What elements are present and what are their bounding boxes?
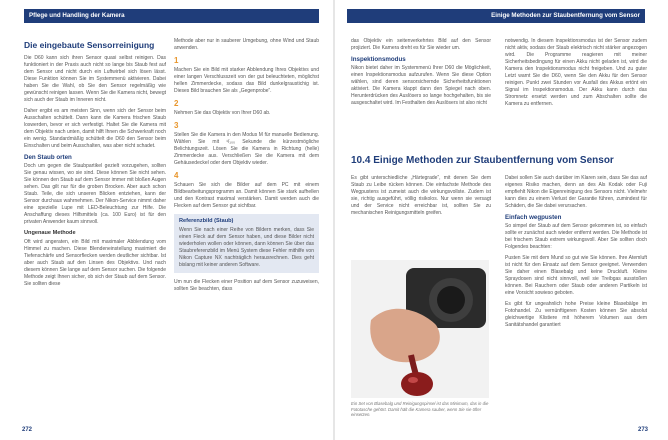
heading-sensor-cleaning: Die eingebaute Sensorreinigung [24, 40, 155, 50]
right-column-2-lower [505, 175, 647, 333]
section-heading: 10.4 Einige Methoden zur Staubentfernung vom Sensor [351, 155, 614, 166]
blower-photo [351, 260, 489, 398]
photo-caption: Ein Set von Blasebalg und Reinigungspinsel ist das Minimum, das in die Fototasche gehört. Damit hält die Kamera sauber, wenn Sie sie öfter einsetzen. [351, 401, 489, 417]
paragraph: Dabei sollen Sie auch darüber im Klaren sein, dass Sie das auf eigenes Risiko machen, denn an des Als Kodak oder Fuji empfiehlt Nikon die Eigenreinigung des Sensors nicht. Vielmehr kann dies zu einem Verlust der Garantie führen, zumindest für Schäden, die Sie dabei verursachen. [505, 175, 647, 209]
paragraph: Nikon bietet daher im Systemmenü Ihrer D60 die Möglichkeit, einen Inspektionsmodus aufzurufen. Wenn Sie diese Option wählen, sind deren sensorsichernde Sicherheitsfunktionen aktiviert. Die Kamera klappt dann den Spiegel nach oben. Herunterdrücken des Auslösers so lange hochgehalten, bis sie ausgeschaltet wird. Im Festhalten des Auslösers ist also nicht [351, 65, 491, 106]
header-rule-right [347, 22, 645, 23]
step-number: 1 [174, 56, 179, 65]
header-rule-left [24, 22, 319, 23]
page-number-left: 272 [22, 427, 33, 433]
paragraph: Daher ergibt es am meisten Sinn, wenn sich der Sensor beim Ausschalten schüttelt. Dann kann die Kamera frischen Staub loswerden, bevor er sich verfestigt. Haltet Sie die Kamera mit dem Objektiv nach unten, damit hilft Ihnen die Schwerkraft noch ein wenig. Standardmäßig schüttelt die D60 den Sensor beim Einschalten und beim Ausschalten, was aber nicht schadet. [24, 108, 166, 149]
page-number-right: 273 [637, 427, 648, 433]
info-box-text: Wenn Sie nach einer Reihe von Bildern merken, dass Sie einen Fleck auf dem Sensor haben, und diese Bilder nicht wiederholen wollen oder können, dann können Sie über das Staubreferenzbild im Menü System diese Fehler mithilfe von Nikon Capture NX nachträglich herausrechnen. Dies geht bislang mit keiner anderen Software. [179, 227, 314, 268]
step-number: 3 [174, 121, 179, 130]
paragraph: Doch um gegen die Staubpartikel gezielt vorzugehen, sollten Sie genau wissen, wo sie sind. Diese können Sie nicht sehen. Sie können den Staub auf dem Sensor immer mit bloßen Augen sehen. Das gilt nur für die groben Brocken. Aber auch schon Staub. Teile, die sich unseren Blicken entziehen, kann der Sensor durchaus wahrnehmen. Der Nikon-Service nimmt daher eine spezielle Lupe mit LED-Beleuchtung zur Hilfe. Die Anschaffung dieses Hilfsmittels (ca. 100 Euro) ist für den privaten Anwender kaum sinnvoll. [24, 163, 166, 225]
info-box-title: Referenzbild (Staub) [179, 218, 234, 224]
step-number: 2 [174, 99, 179, 108]
paragraph: So simpel der Staub auf dem Sensor gekommen ist, so einfach sollte er zunächst auch wieder entfernt werden. Die Methode ist bei frischem Staub extrem wirkungsvoll. Aber Sie sollten doch Folgendes beachten: [505, 223, 647, 250]
left-page [0, 0, 333, 440]
paragraph: Methode aber nur in sauberer Umgebung, ohne Wind und Staub anwenden. [174, 38, 319, 51]
paragraph: das Objektiv ein seitenverkehrtes Bild auf den Sensor projiziert. Die Kamera dreht es für Sie wieder um. [351, 38, 491, 51]
paragraph: Oft wird angeraten, ein Bild mit maximaler Abblendung vom Himmel zu machen. Diese Blendeneinstellung maximiert die Tiefenschärfe und Sensorflecken werden deutlicher sichtbar. Ist aber auch Staub auf den Linsen des Objektivs. Und nach diesem können Sie lange auf dem Sensor suchen. Die folgende Methode zeigt Ihnen sicher, ob sich der Staub auf dem Sensor. Sie sollten diese [24, 239, 166, 287]
step-text: Machen Sie ein Bild mit starker Abblendung Ihres Objektivs und einer langen Verschlusszeit von der gut beleuchteten, möglichst hellen Zimmerdecke, sodass das Bild dunkelgraustichig ist. Dieses Bild brauchen Sie als „Gegenprobe“. [174, 67, 319, 94]
left-column-2 [174, 38, 319, 297]
subheading-inaccurate-method: Ungenaue Methode [24, 230, 76, 236]
step-number: 4 [174, 171, 179, 180]
heading-inspection-mode: Inspektionsmodus [351, 56, 406, 63]
step-text: Stellen Sie die Kamera in den Modus M für manuelle Bedienung. Wählen Sie mit ¹/₁₀₀ Sekunde die kürzestmögliche Belichtungszeit. Lösen Sie die Kamera in Richtung (helle) Zimmerdecke aus. Verschließen Sie die Kamera mit dem Gehäusedeckel oder dem Objektiv wieder. [174, 132, 319, 166]
subheading-locate-dust: Den Staub orten [24, 154, 72, 161]
running-head-left: Pflege und Handling der Kamera [24, 9, 319, 22]
paragraph: Es gibt unterschiedliche „Härtegrade“, mit denen Sie dem Staub zu Leibe rücken können. Die einfachste Methode des Wegpustens ist zumeist auch die wirkungsvollste. Zudem ist sie, richtig ausgeführt, völlig risikolos. Nur wenn sie versagt und der Service nicht erreichbar ist, sollten Sie zu mechanischen Reinigungsmitteln greifen. [351, 175, 491, 216]
paragraph: Die D60 kann sich ihren Sensor quasi selbst reinigen. Das funktioniert in der Praxis auch nicht so lange bis Staub fest auf dem Sensor und nicht durch ein Luftwirbel sich lösen lässt. Diese Funktion können Sie im Systemmenü aktivieren. Dabei haben Sie die Wahl, ob Sie den Sensor regelmäßig wie gewünscht reinigen lassen. Wenn Sie die Kamera nicht, bewegt sich auch der Staub im Inneren nicht. [24, 55, 166, 103]
running-head-right: Einige Methoden zur Staubentfernung vom Sensor [347, 9, 645, 22]
paragraph: Es gibt für ungeahnlich hohe Preise kleine Blasebälge im Fotohandel. Zu vernünftigeren Kosten können Sie absolut gleichwertige Klistiere mit höherem Volumen aus dem Sanitätshandel garantiert [505, 301, 647, 328]
blower-camera-illustration [351, 260, 489, 398]
step-text: Nehmen Sie das Objektiv von Ihrer D60 ab. [174, 110, 271, 116]
paragraph: notwendig. In diesem Inspektionsmodus ist der Sensor zudem nicht aktiv, sodass der Staub elektrisch nicht stärker angezogen wird. Die Programme reagieren mit meiner Sicherheitsbedingung für einen Akku nicht geladen ist, wird die Kamera den Inspektionsmodus nicht freigeben. Und zu guter Letzt warnt Sie die D60, wenn Sie den Akku für den Sensor reinigen. Punkt zwei Stunden vor Ausfall des Akkus ertönt ein Signal im Inspektionsmodus. Der Akku kann durch das Stromnetz ersetzt werden und zum Abschalten sollte die Kamera zu entfernen. [505, 38, 647, 107]
right-page [335, 0, 668, 440]
right-column-1-mid [351, 175, 491, 221]
step-text: Schauen Sie sich die Bilder auf dem PC mit einem Bildbearbeitungsprogramm an. Damit können Sie stark aufhellen und den Kontrast maximal verstärken. Damit werden auch die Flecken auf dem Sensor gut sichtbar. [174, 182, 319, 209]
right-column-1-top [351, 38, 491, 111]
info-box [174, 214, 319, 273]
section-heading-block [351, 151, 649, 173]
heading-blow-away: Einfach wegpusten [505, 214, 562, 221]
paragraph: Um nun die Flecken einer Position auf dem Sensor zuzuweisen, sollten Sie beachten, dass [174, 279, 319, 292]
right-column-2 [505, 38, 647, 112]
paragraph: Pusten Sie mit dem Mund so gut wie Sie können. Ihre Atemluft ist nicht für den Einsatz auf dem Sensor geeignet. Verwenden Sie daher einen Blasebalg und keine Druckluft. Kleine Spraydosen sind nicht sinnvoll, weil sie Treibgas ausstoßen können. Bei Rauchern oder Staub oder anderen Partikeln ist eine Vorsicht sowieso geboten. [505, 255, 647, 296]
left-column-1 [24, 38, 166, 292]
